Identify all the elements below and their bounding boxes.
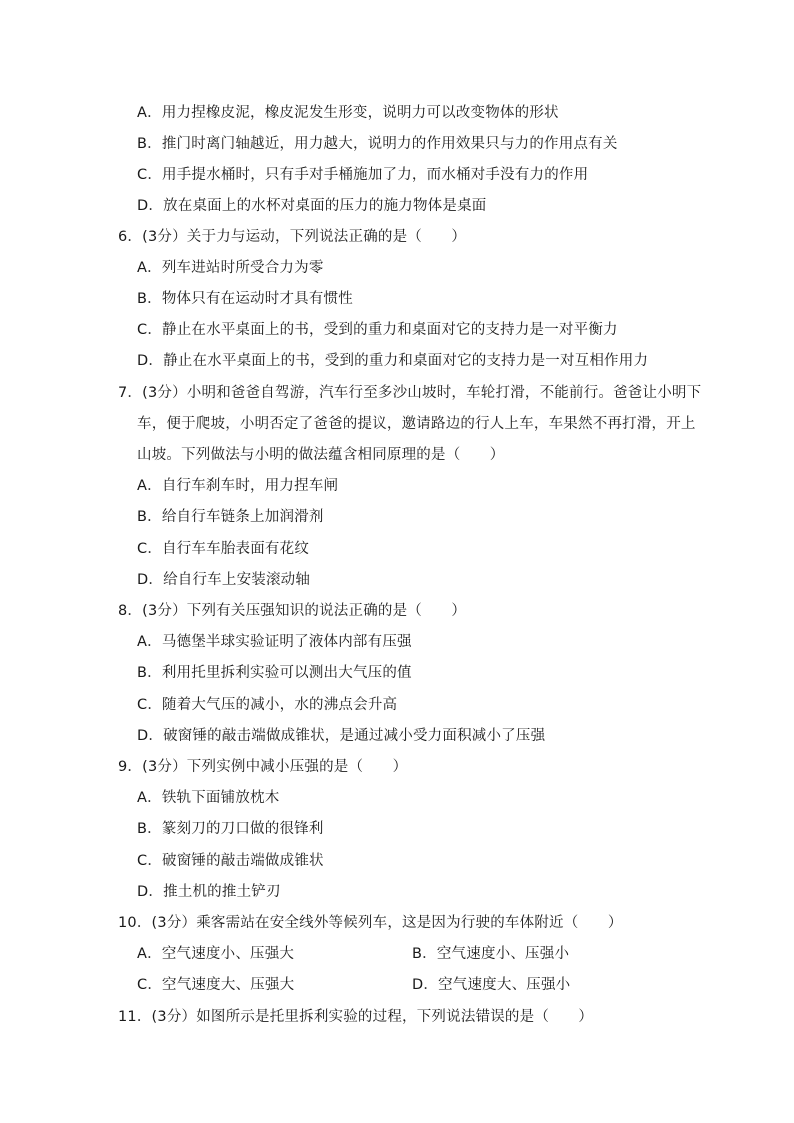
q6-option-c: C．静止在水平桌面上的书，受到的重力和桌面对它的支持力是一对平衡力 — [137, 322, 618, 338]
q7-stem-line-3: 山坡。下列做法与小明的做法蕴含相同原理的是（ ） — [137, 447, 505, 463]
q6-stem: 6．(3分）关于力与运动，下列说法正确的是（ ） — [118, 229, 467, 245]
q9-option-a: A．铁轨下面铺放枕木 — [137, 790, 280, 806]
q5-option-b: B．推门时离门轴越近，用力越大，说明力的作用效果只与力的作用点有关 — [137, 136, 618, 152]
q9-option-d: D．推土机的推土铲刃 — [137, 884, 281, 900]
q7-stem-line-1: 7．(3分）小明和爸爸自驾游，汽车行至多沙山坡时，车轮打滑，不能前行。爸爸让小明下 — [118, 385, 702, 401]
q10-option-b: B．空气速度小、压强小 — [412, 946, 570, 962]
q10-option-c: C．空气速度大、压强大 — [137, 977, 295, 993]
q7-option-b: B．给自行车链条上加润滑剂 — [137, 509, 324, 525]
q8-option-c: C．随着大气压的减小，水的沸点会升高 — [137, 697, 398, 713]
q8-option-b: B．利用托里拆利实验可以测出大气压的值 — [137, 665, 412, 681]
q11-stem: 11．(3分）如图所示是托里拆利实验的过程，下列说法错误的是（ ） — [118, 1009, 594, 1025]
q8-option-a: A．马德堡半球实验证明了液体内部有压强 — [137, 634, 412, 650]
q9-stem: 9．(3分）下列实例中减小压强的是（ ） — [118, 759, 408, 775]
q6-option-a: A．列车进站时所受合力为零 — [137, 260, 324, 276]
q7-option-d: D．给自行车上安装滚动轴 — [137, 572, 311, 588]
q5-option-c: C．用手提水桶时，只有手对手桶施加了力，而水桶对手没有力的作用 — [137, 167, 589, 183]
q10-option-d: D．空气速度大、压强小 — [412, 977, 571, 993]
q9-option-c: C．破窗锤的敲击端做成锥状 — [137, 853, 324, 869]
q8-stem: 8．(3分）下列有关压强知识的说法正确的是（ ） — [118, 603, 467, 619]
q10-stem: 10．(3分）乘客需站在安全线外等候列车，这是因为行驶的车体附近（ ） — [118, 915, 623, 931]
q6-option-b: B．物体只有在运动时才具有惯性 — [137, 291, 353, 307]
q6-option-d: D．静止在水平桌面上的书，受到的重力和桌面对它的支持力是一对互相作用力 — [137, 353, 649, 369]
q7-stem-line-2: 车，便于爬坡，小明否定了爸爸的提议，邀请路边的行人上车，车果然不再打滑，开上 — [137, 416, 696, 432]
q7-option-c: C．自行车车胎表面有花纹 — [137, 541, 310, 557]
q10-option-a: A．空气速度小、压强大 — [137, 946, 295, 962]
q5-option-a: A．用力捏橡皮泥，橡皮泥发生形变，说明力可以改变物体的形状 — [137, 105, 559, 121]
q9-option-b: B．篆刻刀的刀口做的很锋利 — [137, 821, 324, 837]
q8-option-d: D．破窗锤的敲击端做成锥状，是通过减小受力面积减小了压强 — [137, 728, 546, 744]
q7-option-a: A．自行车刹车时，用力捏车闸 — [137, 478, 339, 494]
q5-option-d: D．放在桌面上的水杯对桌面的压力的施力物体是桌面 — [137, 198, 487, 214]
